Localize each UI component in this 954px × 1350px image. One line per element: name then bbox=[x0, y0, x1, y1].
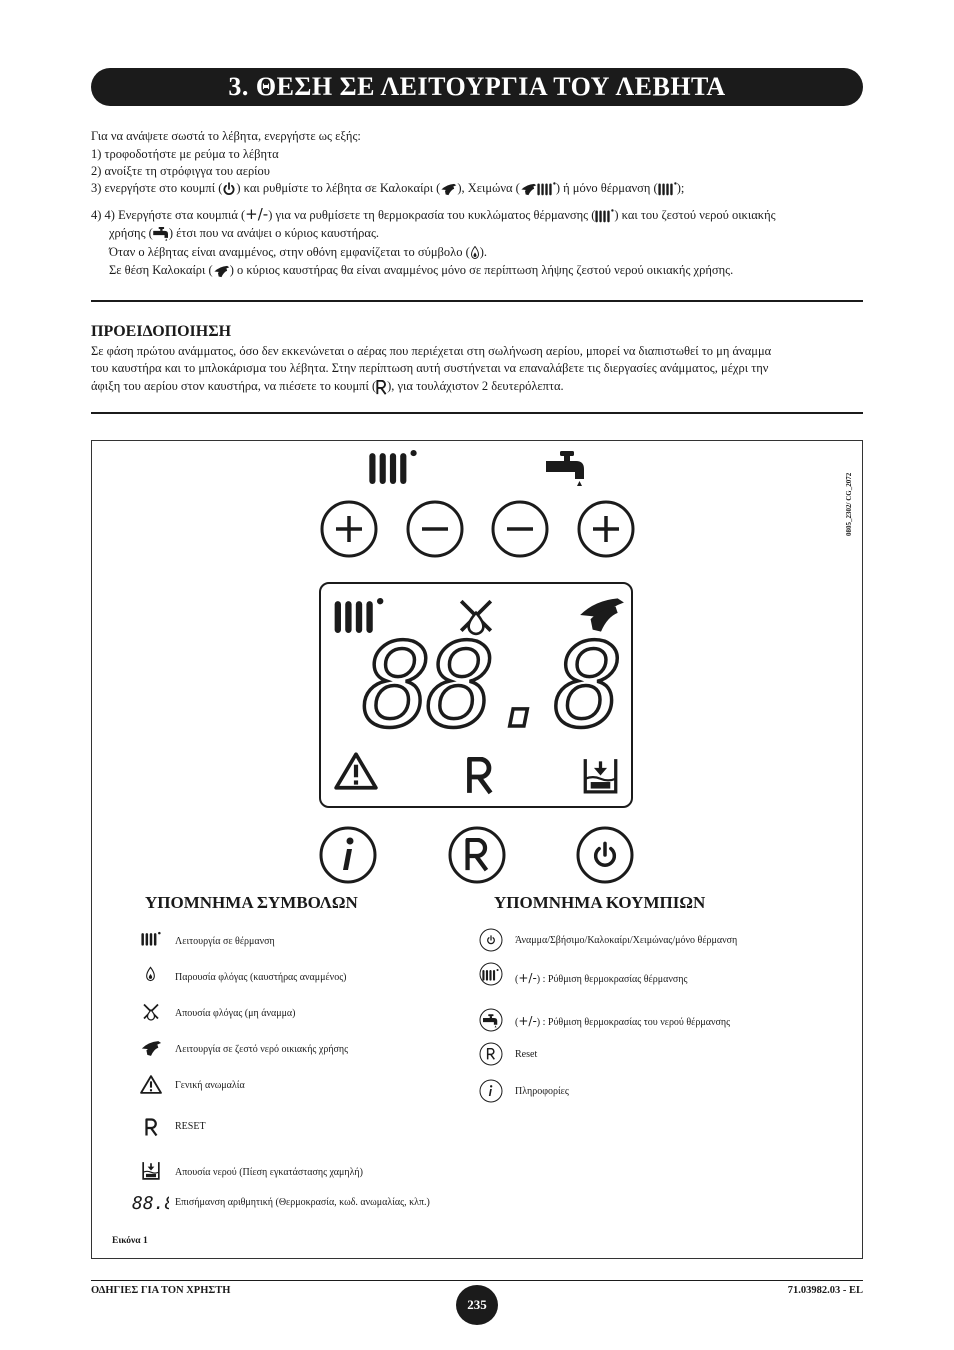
button-legend-prefix: ( bbox=[515, 1017, 519, 1028]
radiator-icon bbox=[537, 182, 556, 196]
symbols-legend-title: ΥΠΟΜΝΗΜΑ ΣΥΜΒΟΛΩΝ bbox=[145, 893, 358, 912]
divider-bottom bbox=[91, 412, 863, 414]
warning-icon bbox=[140, 1075, 162, 1094]
dhw-minus-button[interactable] bbox=[491, 500, 549, 558]
shower-icon bbox=[440, 183, 457, 196]
info-button[interactable] bbox=[319, 826, 377, 884]
footer-left: ΟΔΗΓΙΕΣ ΓΙΑ ΤΟΝ ΧΡΗΣΤΗ bbox=[91, 1285, 231, 1296]
footer-rule bbox=[91, 1280, 863, 1281]
dhw-plus-button[interactable] bbox=[577, 500, 635, 558]
section-title: 3. ΘΕΣΗ ΣΕ ΛΕΙΤΟΥΡΓΙΑ ΤΟΥ ΛΕΒΗΤΑ bbox=[91, 68, 863, 106]
symbol-legend-item: Γενική ανωμαλία bbox=[175, 1080, 245, 1091]
step-4-text-b: ) για να ρυθμίσετε τη θερμοκρασία του κυκλώματος θέρμανσης ( bbox=[268, 208, 596, 222]
step-4-line-2 bbox=[109, 225, 379, 242]
step-3-text-b: ) και ρυθμίστε το λέβητα σε Καλοκαίρι ( bbox=[236, 181, 441, 195]
warning-text-a: άφιξη του αερίου στον καυστήρα, να πιέσετε το κουμπί ( bbox=[91, 379, 377, 393]
reset-r-icon bbox=[466, 757, 494, 795]
warning-icon bbox=[334, 752, 378, 790]
step-3-text-a: 3) ενεργήστε στο κουμπί ( bbox=[91, 181, 223, 195]
heating-plus-button[interactable] bbox=[320, 500, 378, 558]
button-legend-prefix: ( bbox=[515, 974, 519, 985]
button-legend-item: Πληροφορίες bbox=[515, 1086, 569, 1097]
shower-icon bbox=[213, 265, 230, 278]
radiator-icon bbox=[368, 450, 418, 485]
power-button-legend-icon bbox=[479, 928, 503, 952]
step-3 bbox=[91, 180, 684, 197]
power-button[interactable] bbox=[576, 826, 634, 884]
symbol-legend-item: Επισήμανση αριθμητική (Θερμοκρασία, κωδ. ανωμαλίας, κλπ.) bbox=[175, 1197, 430, 1208]
no-flame-icon bbox=[142, 1003, 160, 1021]
figure-label: Εικόνα 1 bbox=[112, 1236, 148, 1246]
info-button-legend-icon bbox=[479, 1079, 503, 1103]
button-legend-label: ) : Ρύθμιση θερμοκρασίας θέρμανσης bbox=[536, 974, 688, 985]
step-4-text-f: Όταν ο λέβητας είναι αναμμένος, στην οθόνη εμφανίζεται το σύμβολο ( bbox=[109, 245, 470, 259]
power-icon bbox=[222, 182, 236, 196]
symbol-legend-item: Απουσία φλόγας (μη άναμμα) bbox=[175, 1008, 296, 1019]
symbol-legend-item: Απουσία νερού (Πίεση εγκατάστασης χαμηλή) bbox=[175, 1167, 363, 1178]
step-4-text-h: Σε θέση Καλοκαίρι ( bbox=[109, 263, 213, 277]
symbol-legend-item: Παρουσία φλόγας (καυστήρας αναμμένος) bbox=[175, 972, 347, 983]
step-1: 1) τροφοδοτήστε με ρεύμα το λέβητα bbox=[91, 147, 279, 161]
reset-r-icon bbox=[145, 1118, 158, 1137]
warning-line-2: του καυστήρα και το μπλοκάρισμα του λέβητα. Στην περίπτωση αυτή συστήνεται να επαναλάβετε τις διεργασίες ανάμματος, μέχρι την bbox=[91, 361, 769, 375]
tap-button-icon bbox=[479, 1008, 503, 1032]
step-3-text-c: ), Χειμώνα ( bbox=[457, 181, 520, 195]
heating-minus-button[interactable] bbox=[406, 500, 464, 558]
footer-right: 71.03982.03 - EL bbox=[787, 1285, 863, 1296]
symbol-legend-item: Λειτουργία σε ζεστό νερό οικιακής χρήσης bbox=[175, 1044, 349, 1055]
plus-minus-glyph: +/- bbox=[518, 971, 537, 985]
step-4 bbox=[91, 206, 776, 224]
buttons-legend-title: ΥΠΟΜΝΗΜΑ ΚΟΥΜΠΙΩΝ bbox=[494, 893, 706, 912]
radiator-icon bbox=[658, 182, 677, 196]
step-4-text-g: ). bbox=[479, 245, 488, 259]
button-legend-item bbox=[515, 971, 687, 985]
button-legend-item: Reset bbox=[515, 1049, 538, 1060]
radiator-icon bbox=[595, 209, 614, 223]
reset-r-icon bbox=[376, 380, 387, 395]
step-4-line-4 bbox=[109, 262, 733, 279]
reset-button-legend-icon bbox=[479, 1042, 503, 1066]
lcd-digits bbox=[362, 619, 618, 754]
reset-button[interactable] bbox=[448, 826, 506, 884]
intro-lead: Για να ανάψετε σωστά το λέβητα, ενεργήστε ως εξής: bbox=[91, 129, 361, 143]
step-4-text-d: χρήσης ( bbox=[109, 226, 153, 240]
shower-icon bbox=[520, 183, 537, 196]
page-number: 235 bbox=[456, 1285, 498, 1325]
flame-icon bbox=[145, 966, 156, 983]
plus-minus-glyph: +/- bbox=[245, 205, 269, 223]
button-legend-item: Άναμμα/Σβήσιμο/Καλοκαίρι/Χειμώνας/μόνο θέρμανση bbox=[515, 935, 738, 946]
shower-icon bbox=[140, 1040, 162, 1057]
symbol-legend-item: Λειτουργία σε θέρμανση bbox=[175, 936, 275, 947]
step-4-line-3 bbox=[109, 244, 487, 261]
radiator-button-icon bbox=[479, 962, 503, 986]
tap-icon bbox=[153, 227, 169, 241]
figure-code-text: 0805_2302/ CG_2072 bbox=[845, 472, 853, 536]
step-3-text-e: ); bbox=[676, 181, 685, 195]
lcd-digits-text: 88.8 bbox=[362, 619, 618, 754]
digits-icon bbox=[131, 1193, 169, 1211]
radiator-icon bbox=[141, 931, 161, 947]
figure-code bbox=[845, 456, 855, 536]
water-low-icon bbox=[583, 757, 618, 794]
step-2: 2) ανοίξτε τη στρόφιγγα του αερίου bbox=[91, 164, 270, 178]
step-4-text-a: 4) 4) Ενεργήστε στα κουμπιά ( bbox=[91, 208, 246, 222]
tap-icon bbox=[546, 451, 586, 487]
warning-text-b: ), για τουλάχιστον 2 δευτερόλεπτα. bbox=[387, 379, 564, 393]
button-legend-item bbox=[515, 1014, 730, 1028]
warning-line-1: Σε φάση πρώτου ανάμματος, όσο δεν εκκενώνεται ο αέρας που περιέχεται στη σωλήνωση αερίου, μπορεί να διαπιστωθεί το μη άναμμα bbox=[91, 344, 772, 358]
warning-line-3 bbox=[91, 378, 564, 395]
step-4-text-c: ) και του ζεστού νερού οικιακής bbox=[614, 208, 776, 222]
water-low-icon bbox=[142, 1161, 160, 1180]
button-legend-label: ) : Ρύθμιση θερμοκρασίας του νερού θέρμανσης bbox=[536, 1017, 731, 1028]
plus-minus-glyph: +/- bbox=[518, 1014, 537, 1028]
step-4-text-i: ) ο κύριος καυστήρας θα είναι αναμμένος μόνο σε περίπτωση λήψης ζεστού νερού οικιακής χρήσης. bbox=[229, 263, 734, 277]
flame-icon bbox=[470, 246, 480, 260]
warning-title: ΠΡΟΕΙΔΟΠΟΙΗΣΗ bbox=[91, 323, 232, 340]
divider-top bbox=[91, 300, 863, 302]
step-4-text-e: ) έτσι που να ανάψει ο κύριος καυστήρας. bbox=[168, 226, 380, 240]
symbol-legend-item: RESET bbox=[175, 1121, 206, 1132]
step-3-text-d: ) ή μόνο θέρμανση ( bbox=[555, 181, 658, 195]
